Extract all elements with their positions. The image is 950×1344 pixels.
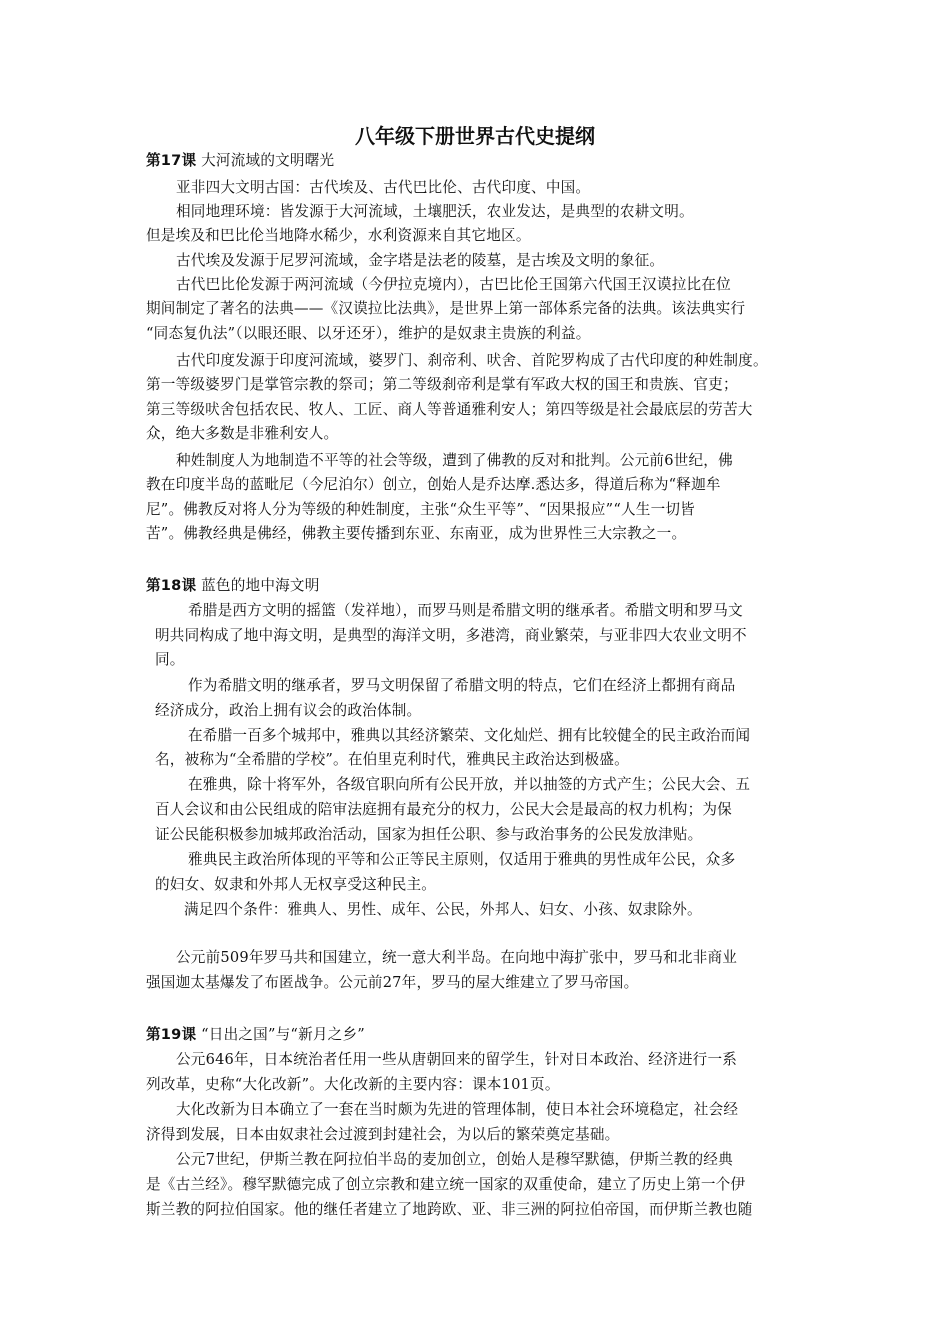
paragraph-line: 期间制定了著名的法典——《汉谟拉比法典》，是世界上第一部体系完备的法典。该法典实行 [146, 300, 746, 317]
lesson-17-heading [146, 151, 334, 171]
paragraph-line: 尼”。佛教反对将人分为等级的种姓制度，主张“众生平等”、“因果报应”“人生一切皆 [146, 501, 695, 518]
paragraph-line: 希腊是西方文明的摇篮（发祥地），而罗马则是希腊文明的继承者。希腊文明和罗马文 [188, 602, 743, 619]
paragraph-line: 公元646年，日本统治者任用一些从唐朝回来的留学生，针对日本政治、经济进行一系 [176, 1051, 738, 1068]
paragraph-line: 的妇女、奴隶和外邦人无权享受这种民主。 [155, 876, 437, 893]
paragraph-line: 第一等级婆罗门是掌管宗教的祭司；第二等级刹帝利是掌有军政大权的国王和贵族、官吏； [146, 376, 738, 393]
lesson-19-number: 第19课 [146, 1026, 197, 1043]
paragraph-line: 第三等级吠舍包括农民、牧人、工匠、商人等普通雅利安人；第四等级是社会最底层的劳苦大 [146, 401, 753, 418]
paragraph-line: 列改革，史称“大化改新”。大化改新的主要内容：课本101页。 [146, 1076, 560, 1093]
paragraph-line: 众，绝大多数是非雅利安人。 [146, 425, 339, 442]
paragraph-line: 在雅典，除十将军外，各级官职向所有公民开放，并以抽签的方式产生；公民大会、五 [188, 776, 751, 793]
lesson-18-number: 第18课 [146, 577, 197, 594]
paragraph-line: 作为希腊文明的继承者，罗马文明保留了希腊文明的特点，它们在经济上都拥有商品 [188, 677, 736, 694]
paragraph-line: 古代埃及发源于尼罗河流域，金字塔是法老的陵墓，是古埃及文明的象征。 [176, 252, 665, 269]
page-title: 八年级下册世界古代史提纲 [355, 124, 595, 148]
paragraph-line: 苦”。佛教经典是佛经，佛教主要传播到东亚、东南亚，成为世界性三大宗教之一。 [146, 525, 687, 542]
paragraph-line: “同态复仇法”（以眼还眼、以牙还牙），维护的是奴隶主贵族的利益。 [146, 325, 591, 342]
paragraph-line: 雅典民主政治所体现的平等和公正等民主原则，仅适用于雅典的男性成年公民，众多 [188, 851, 736, 868]
paragraph-line: 公元7世纪，伊斯兰教在阿拉伯半岛的麦加创立，创始人是穆罕默德，伊斯兰教的经典 [176, 1151, 733, 1168]
paragraph-line: 亚非四大文明古国：古代埃及、古代巴比伦、古代印度、中国。 [176, 179, 591, 196]
lesson-18-heading [146, 576, 320, 596]
paragraph-line: 百人会议和由公民组成的陪审法庭拥有最充分的权力，公民大会是最高的权力机构；为保 [155, 801, 732, 818]
paragraph-line: 证公民能积极参加城邦政治活动，国家为担任公职、参与政治事务的公民发放津贴。 [155, 826, 703, 843]
paragraph-line: 同。 [155, 651, 185, 668]
paragraph-line: 在希腊一百多个城邦中，雅典以其经济繁荣、文化灿烂、拥有比较健全的民主政治而闻 [188, 727, 751, 744]
paragraph-line: 相同地理环境：皆发源于大河流域，土壤肥沃，农业发达，是典型的农耕文明。 [176, 203, 694, 220]
paragraph-line: 明共同构成了地中海文明，是典型的海洋文明，多港湾，商业繁荣，与亚非四大农业文明不 [155, 627, 747, 644]
paragraph-line: 但是埃及和巴比伦当地降水稀少，水利资源来自其它地区。 [146, 227, 531, 244]
paragraph-line: 名，被称为“全希腊的学校”。在伯里克利时代，雅典民主政治达到极盛。 [155, 751, 629, 768]
lesson-19-heading [146, 1025, 365, 1045]
paragraph-line: 满足四个条件：雅典人、男性、成年、公民，外邦人、妇女、小孩、奴隶除外。 [184, 901, 702, 918]
paragraph-line: 公元前509年罗马共和国建立，统一意大利半岛。在向地中海扩张中，罗马和北非商业 [176, 949, 738, 966]
paragraph-line: 强国迦太基爆发了布匿战争。公元前27年，罗马的屋大维建立了罗马帝国。 [146, 974, 639, 991]
paragraph-line: 古代印度发源于印度河流域，婆罗门、刹帝利、吠舍、首陀罗构成了古代印度的种姓制度。 [176, 352, 768, 369]
paragraph-line: 古代巴比伦发源于两河流域（今伊拉克境内），古巴比伦王国第六代国王汉谟拉比在位 [176, 276, 731, 293]
lesson-19-title: “日出之国”与“新月之乡” [201, 1026, 365, 1043]
paragraph-line: 是《古兰经》。穆罕默德完成了创立宗教和建立统一国家的双重使命，建立了历史上第一个伊 [146, 1176, 746, 1193]
lesson-17-title: 大河流域的文明曙光 [201, 152, 335, 169]
paragraph-line: 教在印度半岛的蓝毗尼（今尼泊尔）创立，创始人是乔达摩.悉达多，得道后称为“释迦牟 [146, 476, 721, 493]
paragraph-line: 经济成分，政治上拥有议会的政治体制。 [155, 702, 422, 719]
paragraph-line: 种姓制度人为地制造不平等的社会等级，遭到了佛教的反对和批判。公元前6世纪，佛 [176, 452, 733, 469]
paragraph-line: 大化改新为日本确立了一套在当时颇为先进的管理体制，使日本社会环境稳定，社会经 [176, 1101, 739, 1118]
lesson-18-title: 蓝色的地中海文明 [201, 577, 320, 594]
lesson-17-number: 第17课 [146, 152, 197, 169]
paragraph-line: 斯兰教的阿拉伯国家。他的继任者建立了地跨欧、亚、非三洲的阿拉伯帝国，而伊斯兰教也随 [146, 1201, 753, 1218]
paragraph-line: 济得到发展，日本由奴隶社会过渡到封建社会，为以后的繁荣奠定基础。 [146, 1126, 620, 1143]
